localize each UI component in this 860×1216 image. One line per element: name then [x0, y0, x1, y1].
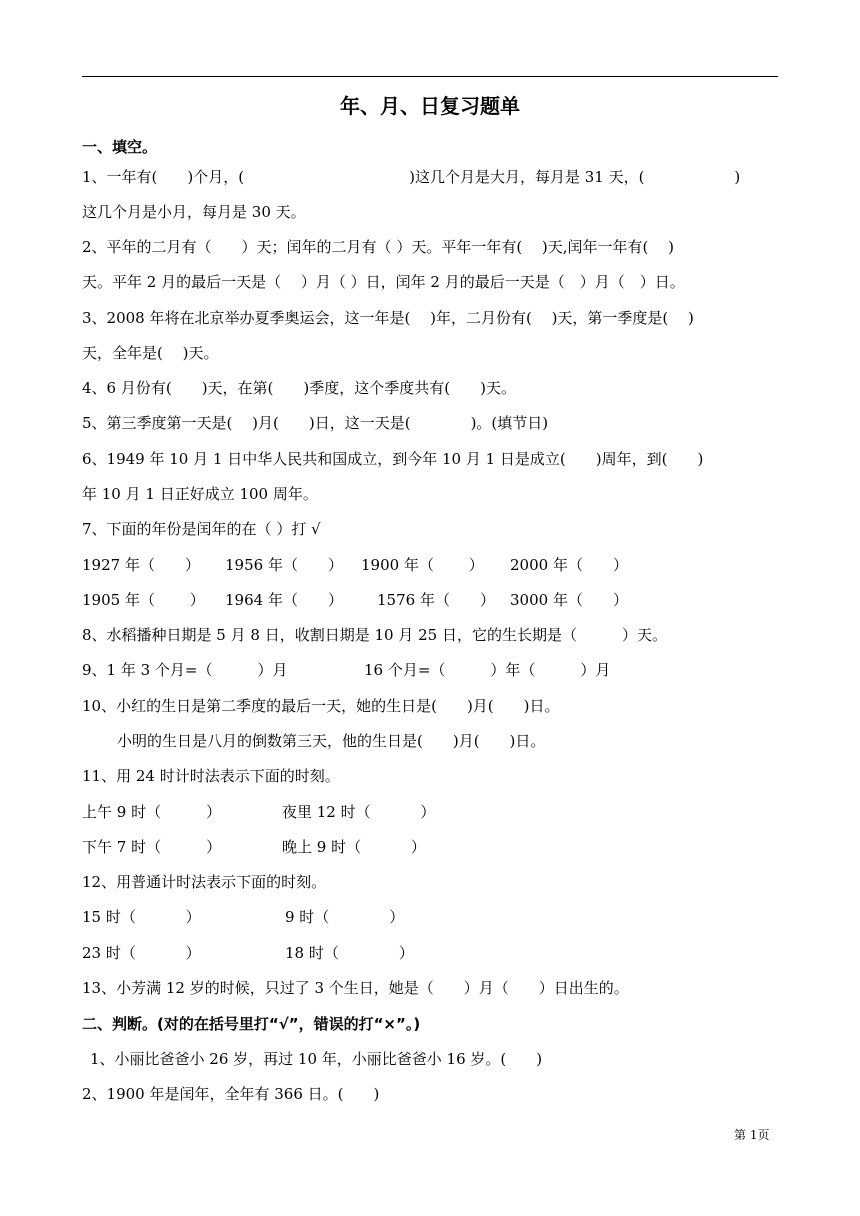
section-heading-true-false: 二、判断。(对的在括号里打“√”，错误的打“×”。): [82, 1015, 421, 1033]
judgement-2: 2、1900 年是闰年，全年有 366 日。( ): [82, 1085, 380, 1103]
year-1905: 1905 年（ ）: [82, 591, 205, 609]
section-heading-fill-in: 一、填空。: [82, 138, 158, 156]
time-7pm: 下午 7 时（ ）: [82, 838, 222, 856]
time-15h: 15 时（ ）: [82, 908, 201, 926]
page-number: 第 1页: [734, 1128, 770, 1142]
question-6-line-2: 年 10 月 1 日正好成立 100 周年。: [82, 485, 318, 503]
page-title: 年、月、日复习题单: [340, 94, 520, 118]
question-1-line-2: 这几个月是小月，每月是 30 天。: [82, 203, 306, 221]
time-23h: 23 时（ ）: [82, 944, 201, 962]
header-rule: [82, 76, 778, 77]
year-2000: 2000 年（ ）: [510, 556, 628, 574]
question-9-part-b: 16 个月=（ ）年（ ）月: [364, 661, 611, 679]
question-2-line-2: 天。平年 2 月的最后一天是（ ）月（ ）日，闰年 2 月的最后一天是（ ）月（ ）日。: [82, 273, 685, 291]
year-1927: 1927 年（ ）: [82, 556, 200, 574]
year-1964: 1964 年（ ）: [225, 591, 343, 609]
time-9pm: 晚上 9 时（ ）: [282, 838, 426, 856]
question-12-stem: 12、用普通计时法表示下面的时刻。: [82, 873, 327, 891]
question-2-line-1: 2、平年的二月有（ ）天；闰年的二月有（ ）天。平年一年有( )天,闰年一年有( ): [82, 238, 675, 256]
question-13: 13、小芳满 12 岁的时候，只过了 3 个生日，她是（ ）月（ ）日出生的。: [82, 979, 629, 997]
time-18h: 18 时（ ）: [285, 944, 414, 962]
question-10-line-2: 小明的生日是八月的倒数第三天，他的生日是( )月( )日。: [117, 732, 546, 750]
time-9h: 9 时（ ）: [285, 908, 405, 926]
question-8: 8、水稻播种日期是 5 月 8 日，收割日期是 10 月 25 日，它的生长期是（ ）天。: [82, 626, 667, 644]
question-4: 4、6 月份有( )天，在第( )季度，这个季度共有( )天。: [82, 379, 516, 397]
time-9am: 上午 9 时（ ）: [82, 803, 222, 821]
question-6-line-1: 6、1949 年 10 月 1 日中华人民共和国成立，到今年 10 月 1 日是成立( )周年，到( ): [82, 450, 704, 468]
question-10-line-1: 10、小红的生日是第二季度的最后一天，她的生日是( )月( )日。: [82, 697, 560, 715]
question-9-part-a: 9、1 年 3 个月=（ ）月: [82, 661, 288, 679]
year-1900: 1900 年（ ）: [361, 556, 484, 574]
question-1-line-1: 1、一年有( )个月，( )这几个月是大月，每月是 31 天，( ): [82, 168, 741, 186]
judgement-1: 1、小丽比爸爸小 26 岁，再过 10 年，小丽比爸爸小 16 岁。( ): [90, 1050, 543, 1068]
question-3-line-2: 天，全年是( )天。: [82, 344, 219, 362]
question-7-stem: 7、下面的年份是闰年的在（ ）打 √: [82, 520, 321, 538]
question-5: 5、第三季度第一天是( )月( )日，这一天是( )。(填节日): [82, 414, 549, 432]
question-3-line-1: 3、2008 年将在北京举办夏季奥运会，这一年是( )年，二月份有( )天，第一季度是( ): [82, 309, 694, 327]
year-1576: 1576 年（ ）: [377, 591, 495, 609]
year-3000: 3000 年（ ）: [510, 591, 628, 609]
time-midnight: 夜里 12 时（ ）: [282, 803, 436, 821]
year-1956: 1956 年（ ）: [225, 556, 343, 574]
question-11-stem: 11、用 24 时计时法表示下面的时刻。: [82, 767, 340, 785]
